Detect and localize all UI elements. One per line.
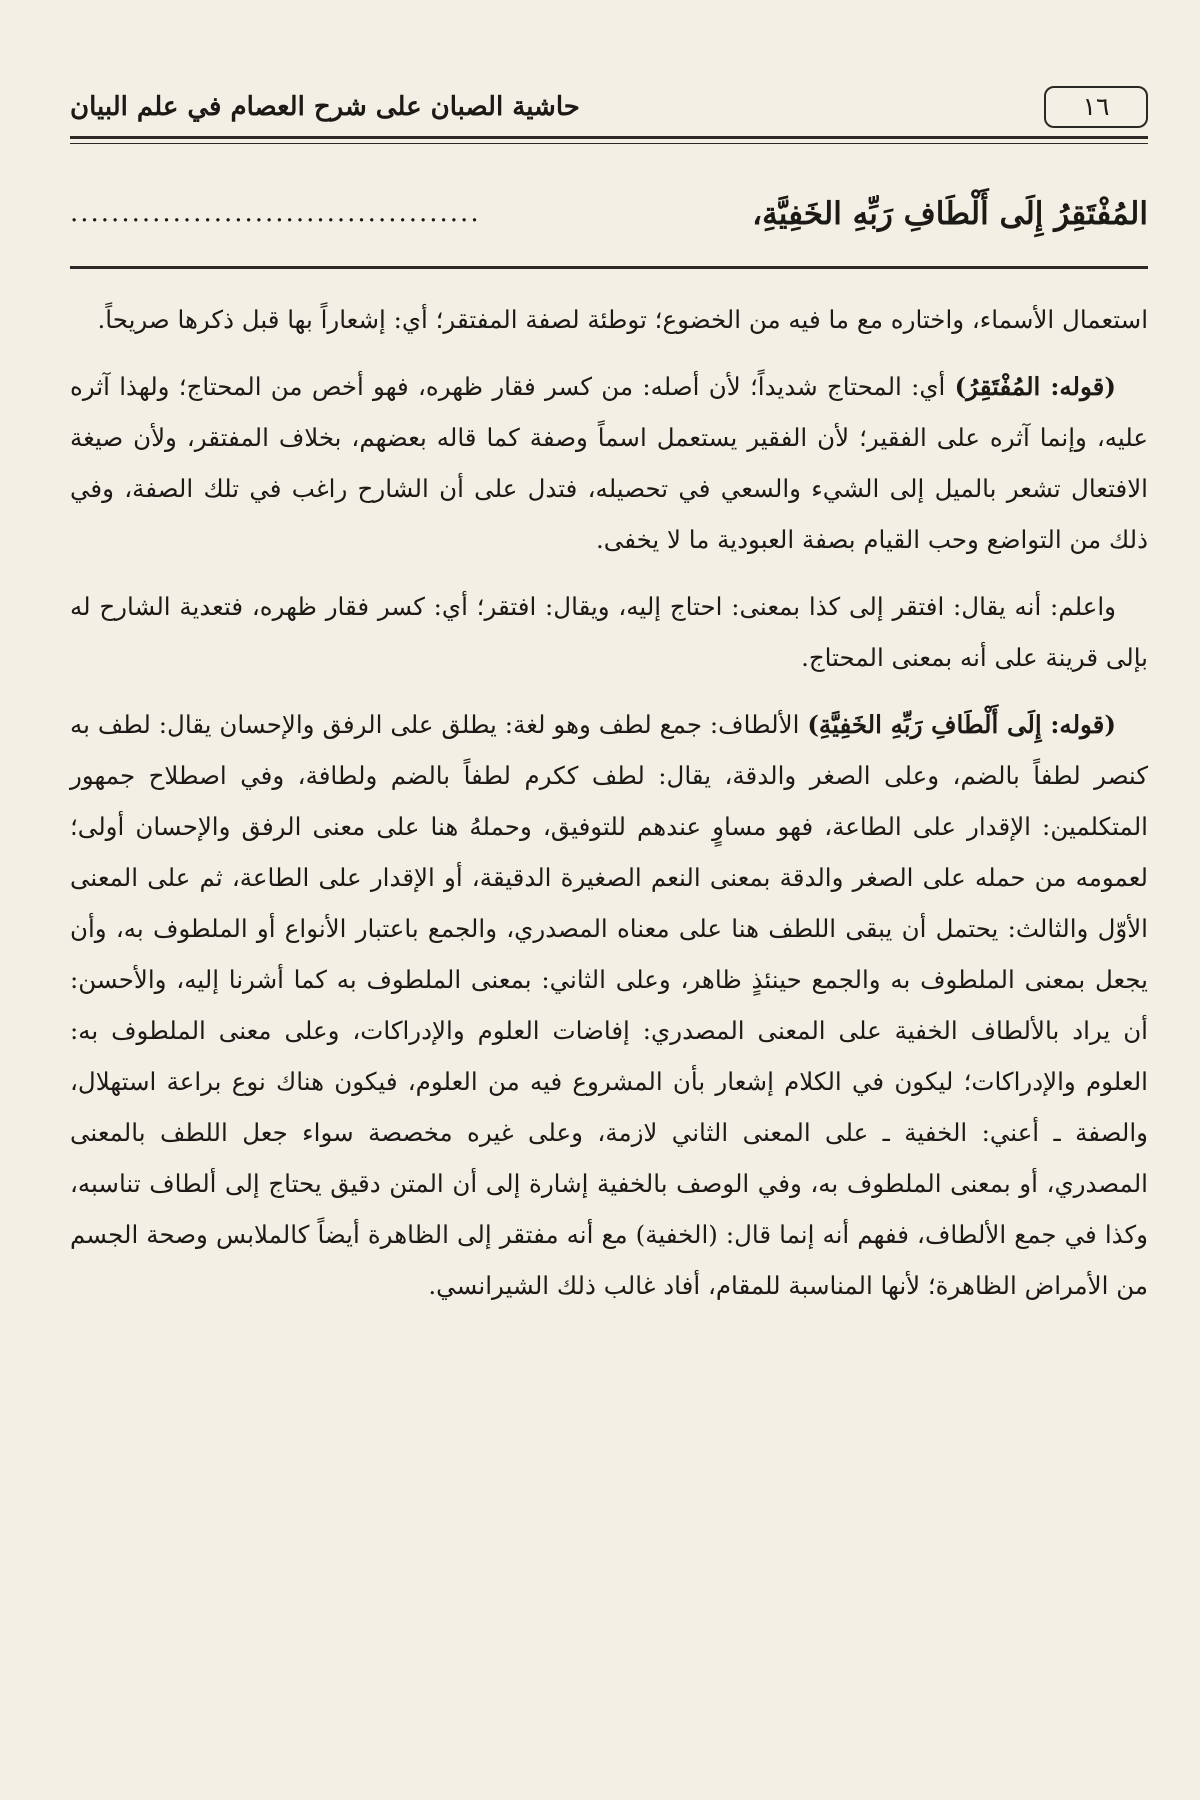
matn-dots: ........................................ [70, 198, 481, 228]
matn-text: المُفْتَقِرُ إِلَى أَلْطَافِ رَبِّهِ الخَفِيَّةِ، [752, 196, 1148, 232]
header-rule [70, 136, 1148, 139]
paragraph [70, 581, 1148, 683]
matn-line [70, 196, 1148, 246]
running-title: حاشية الصبان على شرح العصام في علم البيان [70, 92, 580, 122]
running-header [70, 86, 1148, 136]
paragraph-text: أي: المحتاج شديداً؛ لأن أصله: من كسر فقار ظهره، فهو أخص من المحتاج؛ ولهذا آثره عليه، وإنما آثره على الفقير؛ لأن الفقير يستعمل اسماً وصفة كما قاله بعضهم، بخلاف المفتقر، ولأن صيغة الافتعال تشعر بالميل إلى الشيء والسعي في تحصيله، فتدل على أن الشارح راغب في تلك الصفة، وفي ذلك من التواضع وحب القيام بصفة العبودية ما لا يخفى. [70, 372, 1148, 554]
paragraph-text: استعمال الأسماء، واختاره مع ما فيه من الخضوع؛ توطئة لصفة المفتقر؛ أي: إشعاراً بها قبل ذكرها صريحاً. [97, 305, 1148, 334]
header-rule-thin [70, 143, 1148, 144]
lemma: (قوله: المُفْتَقِرُ) [954, 372, 1116, 401]
commentary-body [70, 294, 1148, 1327]
paragraph-text: الألطاف: جمع لطف وهو لغة: يطلق على الرفق والإحسان يقال: لطف به كنصر لطفاً بالضم، وعلى الصغر والدقة، يقال: لطف ككرم لطفاً بالضم ولطافة، وفي اصطلاح جمهور المتكلمين: الإقدار على الطاعة، فهو مساوٍ عندهم للتوفيق، وحملهُ هنا على معنى الرفق والإحسان أولى؛ لعمومه من حمله على الصغر والدقة بمعنى النعم الصغيرة الدقيقة، أو الإقدار على الطاعة، ثم على المعنى الأوّل والثالث: يحتمل أن يبقى اللطف هنا على معناه المصدري، والجمع باعتبار الأنواع أو الملطوف به، وأن يجعل بمعنى الملطوف به والجمع حينئذٍ ظاهر، وعلى الثاني: بمعنى الملطوف به كما أشرنا إليه، والأحسن: أن يراد بالألطاف الخفية على المعنى المصدري: إفاضات العلوم والإدراكات، وعلى معنى الملطوف به: العلوم والإدراكات؛ ليكون في الكلام إشعار بأن المشروع فيه من العلوم، فيكون هناك نوع براعة استهلال، والصفة ـ أعني: الخفية ـ على المعنى الثاني لازمة، وعلى غيره مخصصة سواء جعل اللطف بالمعنى المصدري، أو بمعنى الملطوف به، وفي الوصف بالخفية إشارة إلى أن المتن دقيق يحتاج إلى ألطاف تناسبه، وكذا في جمع الألطاف، ففهم أنه إنما قال: (الخفية) مع أنه مفتقر إلى الظاهرة أيضاً كالملابس وصحة الجسم من الأمراض الظاهرة؛ لأنها المناسبة للمقام، أفاد غالب ذلك الشيرانسي. [70, 710, 1148, 1300]
paragraph-text: واعلم: أنه يقال: افتقر إلى كذا بمعنى: احتاج إليه، ويقال: افتقر؛ أي: كسر فقار ظهره، فتعدية الشارح له بإلى قرينة على أنه بمعنى المحتاج. [70, 592, 1148, 672]
paragraph [70, 361, 1148, 565]
matn-rule [70, 266, 1148, 269]
page-number: ١٦ [1044, 86, 1148, 128]
paragraph [70, 294, 1148, 345]
paragraph [70, 699, 1148, 1311]
lemma: (قوله: إِلَى أَلْطَافِ رَبِّهِ الخَفِيَّةِ) [807, 710, 1116, 739]
